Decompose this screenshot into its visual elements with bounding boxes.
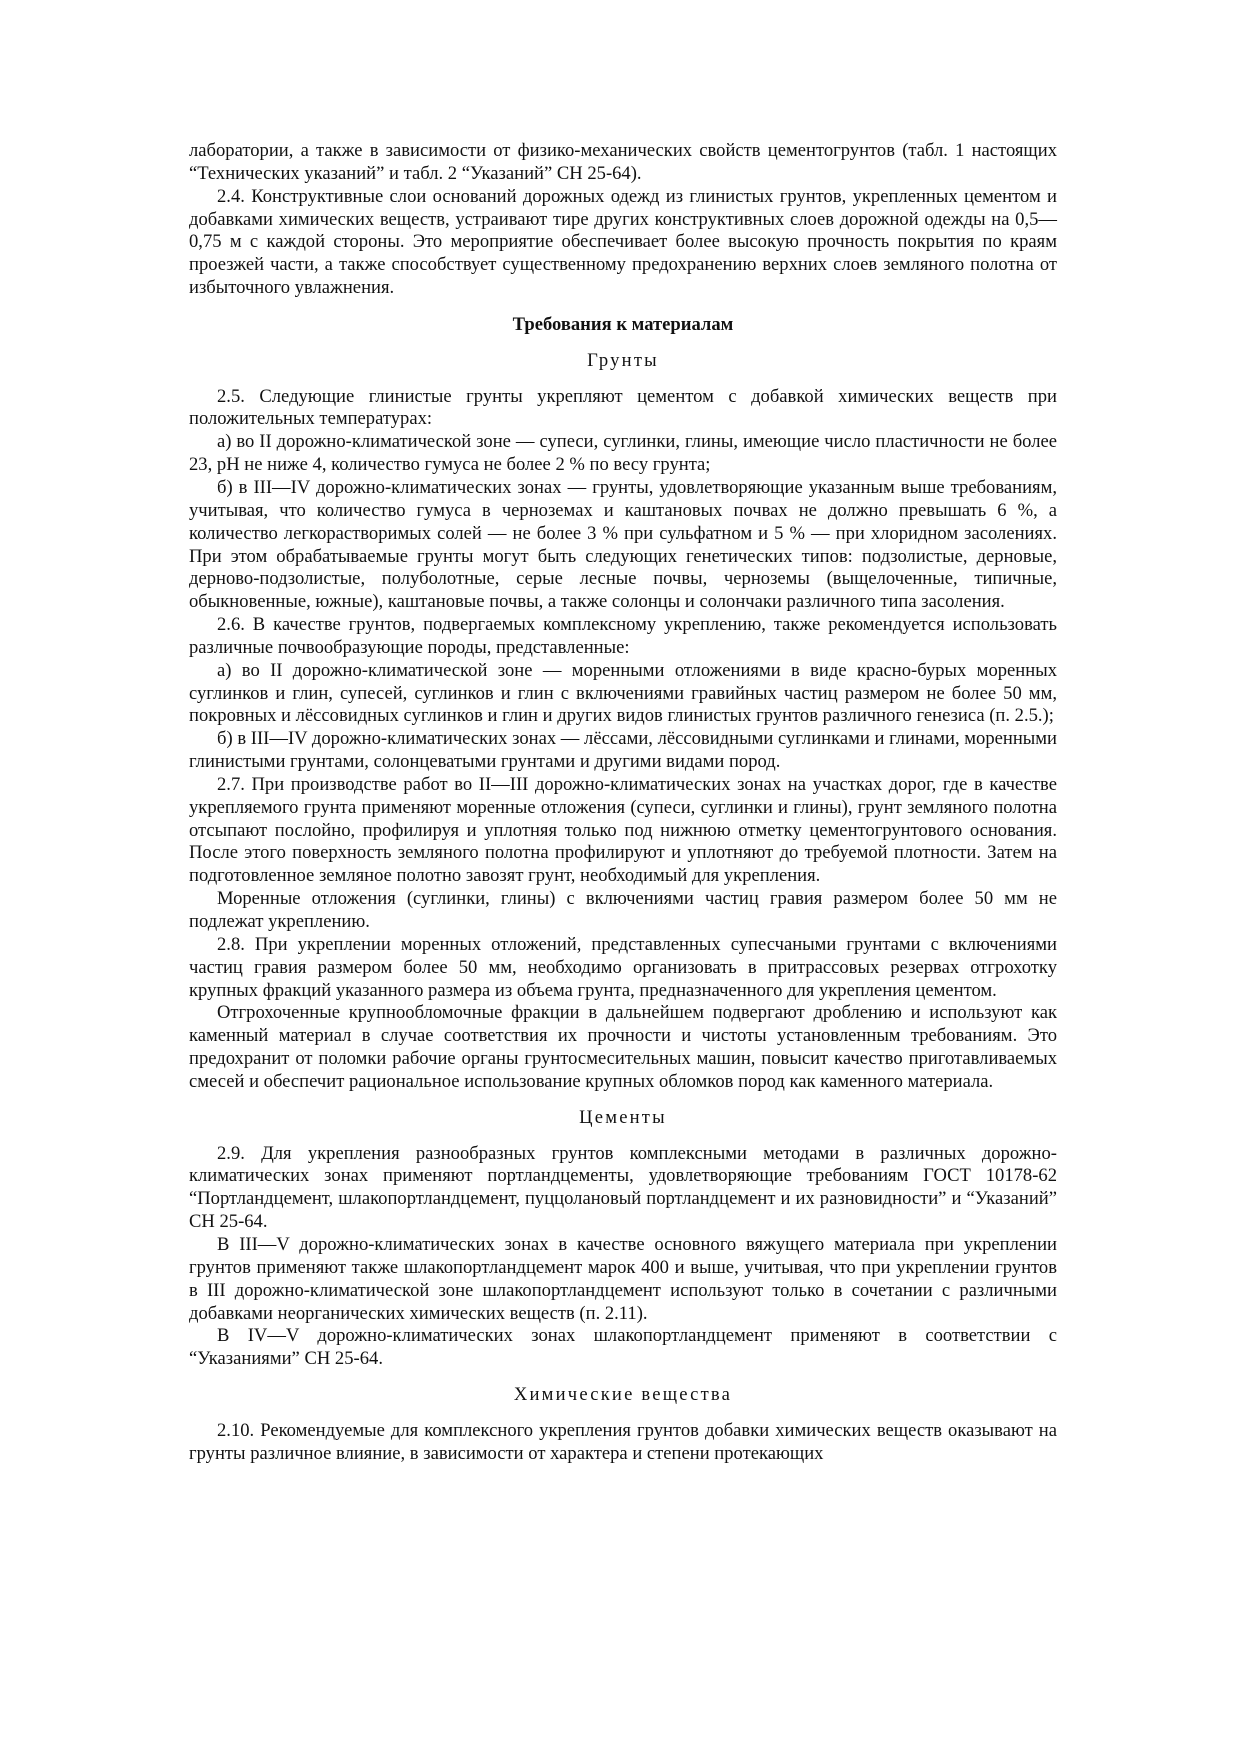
paragraph: 2.5. Следующие глинистые грунты укрепляют цементом с добавкой химических веществ при положительных температурах: [189, 385, 1057, 430]
section-title: Требования к материалам [512, 313, 734, 335]
paragraph: 2.7. При производстве работ во II—III дорожно-климатических зонах на участках дорог, где в качестве укрепляемого грунта применяют моренные отложения (супеси, суглинки и глины), грунт земляного полотна отсыпают послойно, профилируя и уплотняя только под нижнюю отметку цементогрунтового основания. После этого поверхность земляного полотна профилируют и уплотняют до требуемой плотности. Затем на подготовленное земляное полотно завозят грунт, необходимый для укрепления. [189, 773, 1057, 887]
paragraph: 2.9. Для укрепления разнообразных грунтов комплексными методами в различных дорожно-климатических зонах применяют портландцементы, удовлетворяющие требованиям ГОСТ 10178-62 “Портландцемент, шлакопортландцемент, пуццолановый портландцемент и их разновидности” и “Указаний” СН 25-64. [189, 1142, 1057, 1233]
paragraph: б) в III—IV дорожно-климатических зонах — лёссами, лёссовидными суглинками и глинами, моренными глинистыми грунтами, солонцеватыми грунтами и другими видами пород. [189, 728, 1057, 773]
document-page [189, 140, 1057, 1466]
paragraph: Моренные отложения (суглинки, глины) с включениями частиц гравия размером более 50 мм не подлежат укреплению. [189, 888, 1057, 932]
paragraph: 2.6. В качестве грунтов, подвергаемых комплексному укреплению, также рекомендуется использовать различные почвообразующие породы, представленные: [189, 614, 1057, 658]
subsection-title-chemicals: Химические вещества [513, 1384, 733, 1406]
paragraph: б) в III—IV дорожно-климатических зонах — грунты, удовлетворяющие указанным выше требованиям, учитывая, что количество гумуса в черноземах и каштановых почвах не должно превышать 6 %, а количество легкорастворимых солей — не более 3 % при сульфатном и 5 % — при хлоридном засолениях. При этом обрабатываемые грунты могут быть следующих генетических типов: подзолистые, дерновые, дерново-подзолистые, полуболотные, серые лесные почвы, черноземы (выщелоченные, типичные, обыкновенные, южные), каштановые почвы, а также солонцы и солончаки различного типа засоления. [189, 476, 1057, 613]
paragraph: 2.8. При укреплении моренных отложений, представленных супесчаными грунтами с включениями частиц гравия размером более 50 мм, необходимо организовать в притрассовых резервах отгрохотку крупных фракций указанного размера из объема грунта, предназначенного для укрепления цементом. [189, 933, 1057, 1001]
subsection-title-cements: Цементы [579, 1106, 667, 1128]
paragraph: а) во II дорожно-климатической зоне — моренными отложениями в виде красно-бурых моренных суглинков и глин, супесей, суглинков и глин с включениями гравийных частиц размером не более 50 мм, покровных и лёссовидных суглинков и глин и других видов глинистых грунтов различного генезиса (п. 2.5.); [189, 659, 1057, 727]
paragraph: а) во II дорожно-климатической зоне — супеси, суглинки, глины, имеющие число пластичности не более 23, pH не ниже 4, количество гумуса не более 2 % по весу грунта; [189, 431, 1057, 476]
paragraph: 2.4. Конструктивные слои оснований дорожных одежд из глинистых грунтов, укрепленных цементом и добавками химических веществ, устраивают тире других конструктивных слоев дорожной одежды на 0,5—0,75 м с каждой стороны. Это мероприятие обеспечивает более высокую прочность покрытия по краям проезжей части, а также способствует существенному предохранению верхних слоев земляного полотна от избыточного увлажнения. [189, 185, 1057, 299]
paragraph: лаборатории, а также в зависимости от физико-механических свойств цементогрунтов (табл. 1 настоящих “Технических указаний” и табл. 2 “Указаний” СН 25-64). [189, 140, 1057, 184]
paragraph: В III—V дорожно-климатических зонах в качестве основного вяжущего материала при укреплении грунтов применяют также шлакопортландцемент марок 400 и выше, учитывая, что при укреплении грунтов в III дорожно-климатической зоне шлакопортландцемент используют только в сочетании с различными добавками неорганических химических веществ (п. 2.11). [189, 1233, 1057, 1324]
paragraph: Отгрохоченные крупнообломочные фракции в дальнейшем подвергают дроблению и используют как каменный материал в случае соответствия их прочности и чистоты установленным требованиям. Это предохранит от поломки рабочие органы грунтосмесительных машин, повысит качество приготавливаемых смесей и обеспечит рациональное использование крупных обломков пород как каменного материала. [189, 1002, 1057, 1092]
paragraph: В IV—V дорожно-климатических зонах шлакопортландцемент применяют в соответствии с “Указаниями” СН 25-64. [189, 1325, 1057, 1370]
subsection-title-soils: Грунты [587, 349, 659, 371]
paragraph: 2.10. Рекомендуемые для комплексного укрепления грунтов добавки химических веществ оказывают на грунты различное влияние, в зависимости от характера и степени протекающих [189, 1419, 1057, 1464]
